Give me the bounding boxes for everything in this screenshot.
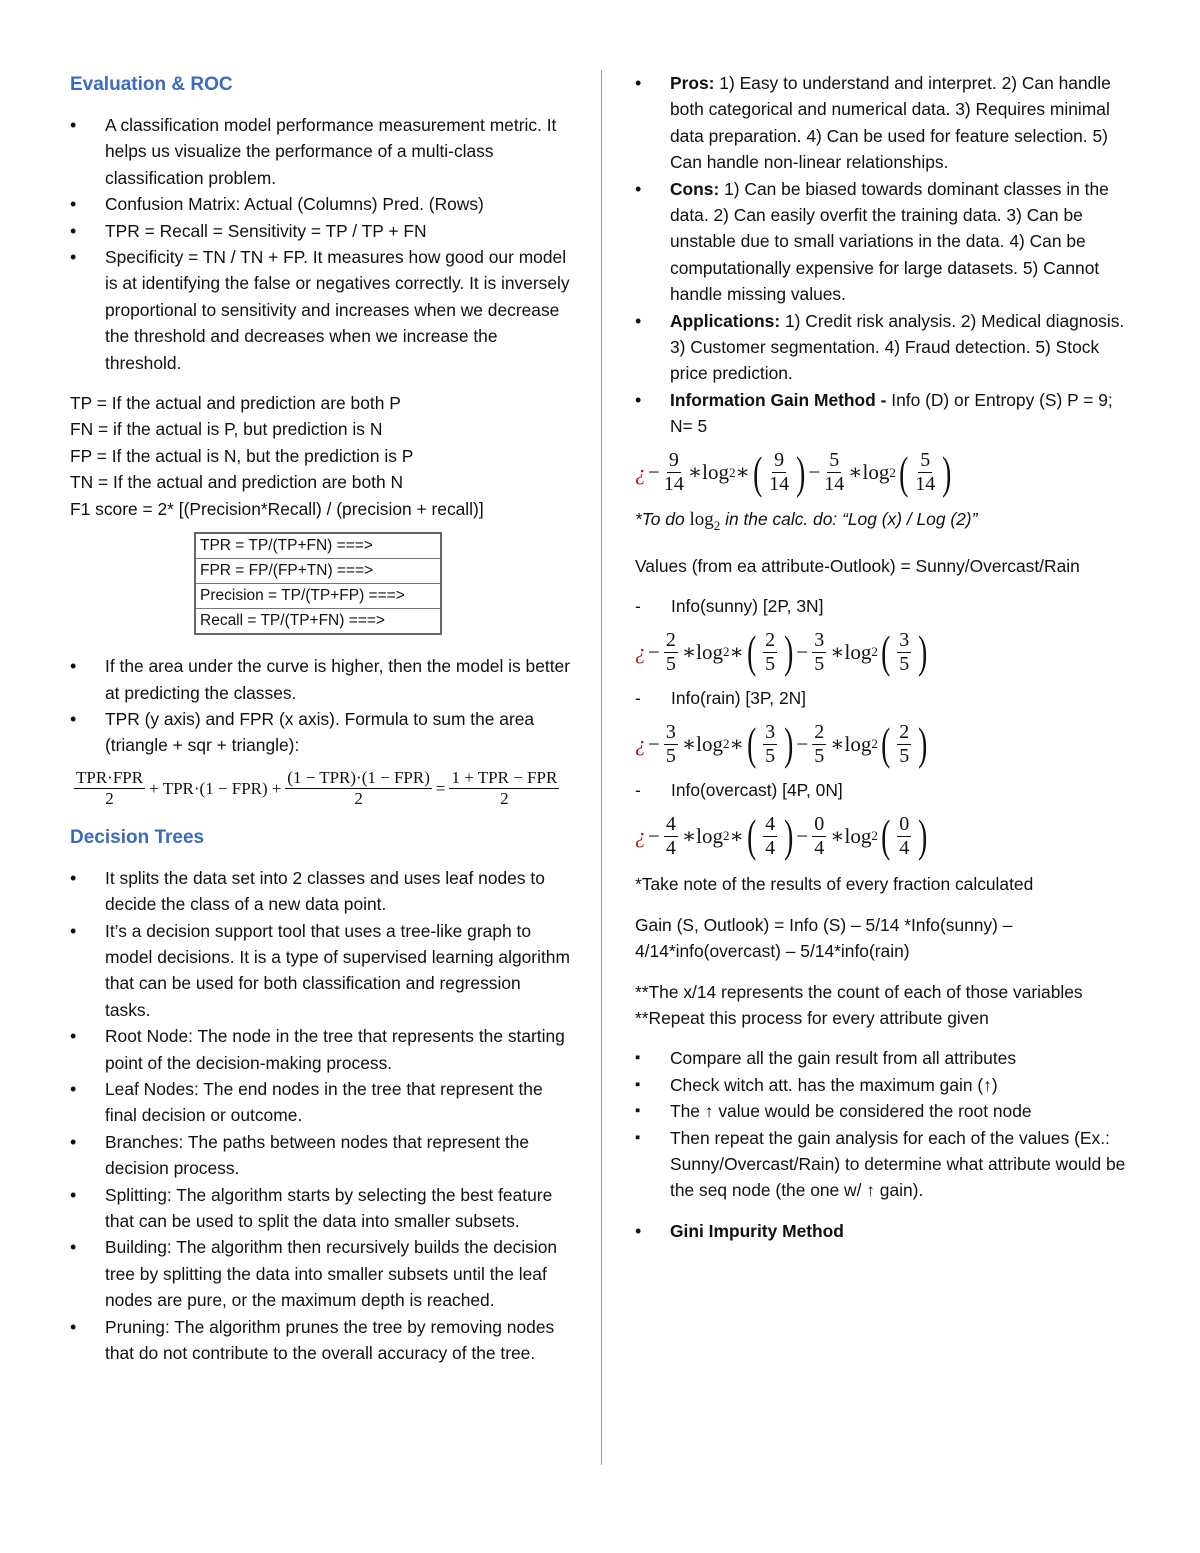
info-overcast-equation: ¿ − $\frac{4}{4}$ ∗ log 2 ∗ ( $\frac{4}{4}$ ) − $\frac{0}{4}$ ∗ log 2 ( $\frac{0}{4}$ ) (635, 810, 928, 862)
values-line: Values (from ea attribute-Outlook) = Sunny/Overcast/Rain (635, 555, 1080, 576)
information-gain-item: • Information Gain Method - Info (D) or Entropy (S) P = 9; N= 5 (635, 387, 1135, 440)
take-note: *Take note of the results of every fraction calculated (635, 874, 1034, 895)
applications-item: • Applications: 1) Credit risk analysis. 2) Medical diagnosis. 3) Customer segmentation. 4) Fraud detection. 5) Stock price prediction. (635, 308, 1135, 387)
table-cell: FPR = FP/(FP+TN) ===> (195, 559, 441, 584)
fraction: $\frac{3}{5}$ (765, 720, 776, 767)
list-item: • Pruning: The algorithm prunes the tree by removing nodes that do not contribute to the overall accuracy of the tree. (70, 1314, 570, 1367)
definition-line: TN = If the actual and prediction are both N (70, 472, 404, 493)
cons-item: • Cons: 1) Can be biased towards dominant classes in the data. 2) Can easily overfit the training data. 3) Can be unstable due to small variations in the data. 4) Can be computationally expensive for large datasets. 5) Cannot handle missing values. (635, 176, 1135, 308)
list-item: • Splitting: The algorithm starts by selecting the best feature that can be used to split the data into smaller subsets. (70, 1182, 570, 1235)
definition-line: FN = if the actual is P, but prediction is N (70, 419, 383, 440)
list-item: • Root Node: The node in the tree that represents the starting point of the decision-making process. (70, 1023, 570, 1076)
fraction: $\frac{2}{5}$ (665, 628, 676, 675)
list-item: • Confusion Matrix: Actual (Columns) Pred. (Rows) (70, 191, 570, 217)
list-item: • Leaf Nodes: The end nodes in the tree that represent the final decision or outcome. (70, 1076, 570, 1129)
fraction: $\frac{\text{1 + TPR − FPR}}{2}$ (451, 768, 558, 809)
gini-bullet (635, 1218, 1135, 1244)
fraction: $\frac{9}{14}$ (769, 449, 790, 496)
column-divider (601, 70, 602, 1465)
fraction: $\frac{5}{14}$ (915, 449, 936, 496)
calc-note: *To do $\log_2$ in the calc. do: “Log (x) / Log (2)” (635, 508, 978, 533)
list-item: • Specificity = TN / TN + FP. It measures how good our model is at identifying the false or negatives correctly. It is inversely proportional to sensitivity and increases when we decrease the threshold and decreases when we increase the threshold. (70, 244, 570, 376)
list-item: ▪ Check witch att. has the maximum gain (↑) (635, 1072, 1135, 1098)
fraction: $\frac{\text{(1 − TPR)·(1 − FPR)}}{2}$ (287, 768, 430, 809)
fraction: $\frac{5}{14}$ (824, 449, 845, 496)
info-sunny-equation: ¿ − $\frac{2}{5}$ ∗ log 2 ∗ ( $\frac{2}{5}$ ) − $\frac{3}{5}$ ∗ log 2 ( $\frac{3}{5}$ ) (635, 626, 928, 678)
info-rain-label: - Info(rain) [3P, 2N] (635, 685, 1135, 711)
info-overcast-label: - Info(overcast) [4P, 0N] (635, 777, 1135, 803)
list-item: ▪ The ↑ value would be considered the root node (635, 1098, 1135, 1124)
list-item: • It’s a decision support tool that uses a tree-like graph to model decisions. It is a type of supervised learning algorithm that can be used for both classification and regression tasks. (70, 918, 570, 1024)
fraction: $\frac{0}{4}$ (814, 812, 825, 859)
fraction: $\frac{2}{5}$ (899, 720, 910, 767)
definition-line: TP = If the actual and prediction are both P (70, 393, 401, 414)
fraction: $\frac{2}{5}$ (765, 628, 776, 675)
fraction: $\frac{4}{4}$ (665, 812, 676, 859)
fraction: $\frac{3}{5}$ (899, 628, 910, 675)
heading-decision-trees: Decision Trees (70, 826, 205, 848)
gain-formula: Gain (S, Outlook) = Info (S) – 5/14 *Info(sunny) – 4/14*info(overcast) – 5/14*info(rain) (635, 914, 1013, 962)
list-item: • Building: The algorithm then recursively builds the decision tree by splitting the data into smaller subsets until the leaf nodes are pure, or the maximum depth is reached. (70, 1234, 570, 1313)
list-item: ▪ Then repeat the gain analysis for each of the values (Ex.: Sunny/Overcast/Rain) to determine what attribute would be the seq node (the one w/ ↑ gain). (635, 1125, 1135, 1204)
fraction: $\frac{3}{5}$ (665, 720, 676, 767)
metrics-table (194, 532, 442, 635)
fraction: $\frac{4}{4}$ (765, 812, 776, 859)
list-item: • TPR (y axis) and FPR (x axis). Formula to sum the area (triangle + sqr + triangle): (70, 706, 570, 759)
pros-item: • Pros: 1) Easy to understand and interpret. 2) Can handle both categorical and numerical data. 3) Requires minimal data preparation. 4) Can be used for feature selection. 5) Can handle non-linear relationships. (635, 70, 1135, 176)
right-column (635, 70, 1135, 1244)
repeat-note: **The x/14 represents the count of each of those variables **Repeat this process for every attribute given (635, 981, 1083, 1028)
fraction: $\frac{3}{5}$ (814, 628, 825, 675)
list-item: • Branches: The paths between nodes that represent the decision process. (70, 1129, 570, 1182)
f1-score-line: F1 score = 2* [(Precision*Recall) / (precision + recall)] (70, 498, 484, 519)
table-cell: Recall = TP/(TP+FN) ===> (195, 609, 441, 635)
heading-evaluation-roc: Evaluation & ROC (70, 74, 233, 95)
gini-heading: • Gini Impurity Method (635, 1218, 1135, 1244)
entropy-equation: ¿ − $\frac{9}{14}$ ∗ log 2 ∗ ( $\frac{9}{14}$ ) − $\frac{5}{14}$ ∗ log 2 ( $\frac{5}{14}$ ) (635, 446, 952, 498)
list-item: • It splits the data set into 2 classes and uses leaf nodes to decide the class of a new data point. (70, 865, 570, 918)
definition-line: FP = If the actual is N, but the prediction is P (70, 445, 414, 466)
list-item: ▪ Compare all the gain result from all attributes (635, 1045, 1135, 1071)
list-item: • A classification model performance measurement metric. It helps us visualize the performance of a multi-class classification problem. (70, 112, 570, 191)
left-column (70, 70, 570, 1366)
fraction: $\frac{9}{14}$ (663, 449, 684, 496)
list-item: • TPR = Recall = Sensitivity = TP / TP + FN (70, 218, 570, 244)
pros-cons-bullets (635, 70, 1135, 440)
gain-steps (635, 1045, 1135, 1203)
table-cell: TPR = TP/(TP+FN) ===> (195, 533, 441, 559)
fraction: $\frac{2}{5}$ (814, 720, 825, 767)
roc-bullets (70, 112, 570, 376)
table-cell: Precision = TP/(TP+FP) ===> (195, 584, 441, 609)
auc-area-formula: $\frac{\text{TPR·FPR}}{2}$ + TPR·(1 − FPR) + $\frac{\text{(1 − TPR)·(1 − FPR)}}{2}$ = $\frac{\text{1 + TPR − FPR}}{2}$ (76, 768, 558, 809)
info-sunny-label: - Info(sunny) [2P, 3N] (635, 593, 1135, 619)
list-item: • If the area under the curve is higher, then the model is better at predicting the classes. (70, 653, 570, 706)
confusion-definitions (70, 390, 570, 522)
fraction: $\frac{\text{TPR·FPR}}{2}$ (76, 768, 144, 809)
auc-bullets (70, 653, 570, 759)
fraction: $\frac{0}{4}$ (899, 812, 910, 859)
decision-tree-bullets (70, 865, 570, 1367)
info-rain-equation: ¿ − $\frac{3}{5}$ ∗ log 2 ∗ ( $\frac{3}{5}$ ) − $\frac{2}{5}$ ∗ log 2 ( $\frac{2}{5}$ ) (635, 718, 928, 770)
